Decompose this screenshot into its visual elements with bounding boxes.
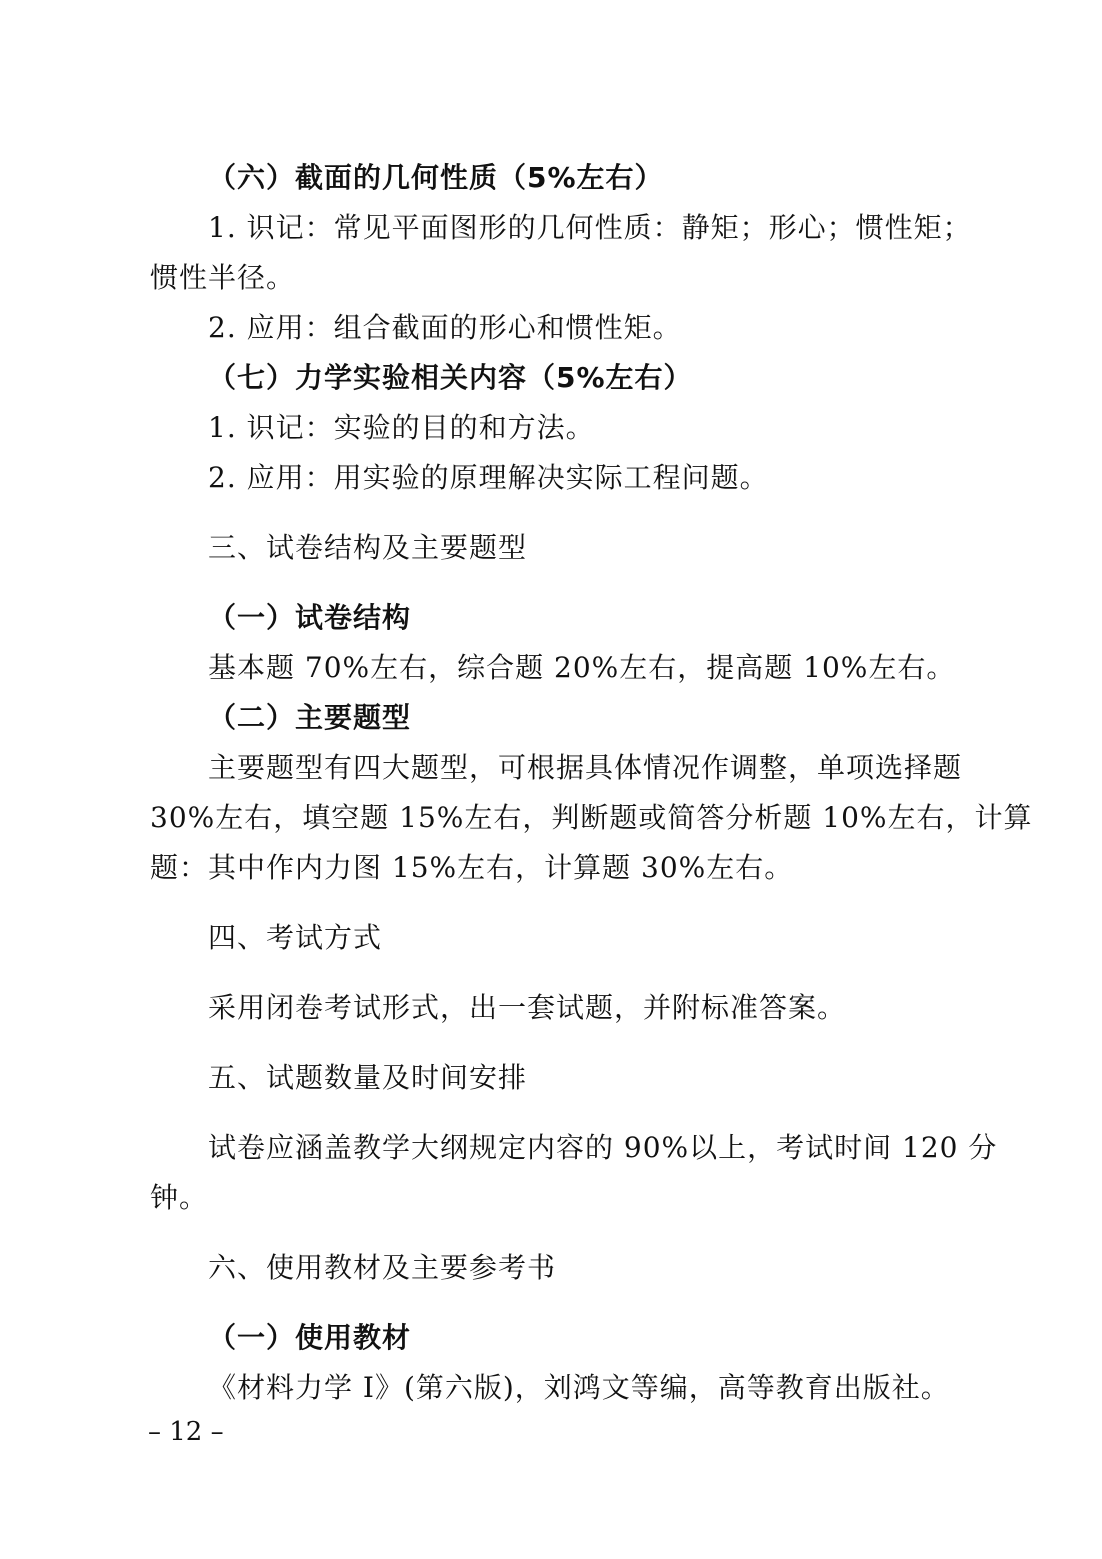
section-seven-item2: 2. 应用：用实验的原理解决实际工程问题。	[208, 461, 769, 494]
part-five-line1: 试卷应涵盖教学大纲规定内容的 90%以上，考试时间 120 分	[208, 1131, 998, 1164]
section-six-heading: （六）截面的几何性质（5%左右）	[208, 161, 664, 194]
part-four-heading: 四、考试方式	[208, 921, 383, 954]
section-six-item2: 2. 应用：组合截面的形心和惯性矩。	[208, 311, 682, 344]
part-six-sub1-heading: （一）使用教材	[208, 1321, 412, 1354]
part-five-heading: 五、试题数量及时间安排	[208, 1061, 528, 1094]
part-three-sub2-heading: （二）主要题型	[208, 701, 412, 734]
page-number: – 12 –	[148, 1417, 224, 1447]
section-six-item1-line2: 惯性半径。	[150, 261, 296, 294]
section-seven-heading: （七）力学实验相关内容（5%左右）	[208, 361, 693, 394]
section-seven-item1: 1. 识记：实验的目的和方法。	[208, 411, 595, 444]
part-three-heading: 三、试卷结构及主要题型	[208, 531, 528, 564]
part-three-sub2-line2: 30%左右，填空题 15%左右，判断题或简答分析题 10%左右，计算	[150, 801, 1033, 834]
part-six-heading: 六、使用教材及主要参考书	[208, 1251, 557, 1284]
part-three-sub1-text: 基本题 70%左右，综合题 20%左右，提高题 10%左右。	[208, 651, 956, 684]
part-three-sub1-heading: （一）试卷结构	[208, 601, 412, 634]
part-four-text: 采用闭卷考试形式，出一套试题，并附标准答案。	[208, 991, 847, 1024]
part-three-sub2-line3: 题：其中作内力图 15%左右，计算题 30%左右。	[150, 851, 794, 884]
part-three-sub2-line1: 主要题型有四大题型，可根据具体情况作调整，单项选择题	[208, 751, 963, 784]
section-six-item1-line1: 1. 识记：常见平面图形的几何性质：静矩；形心；惯性矩；	[208, 211, 972, 244]
part-five-line2: 钟。	[150, 1181, 209, 1214]
part-six-sub1-text: 《材料力学 I》(第六版)，刘鸿文等编，高等教育出版社。	[208, 1371, 950, 1404]
